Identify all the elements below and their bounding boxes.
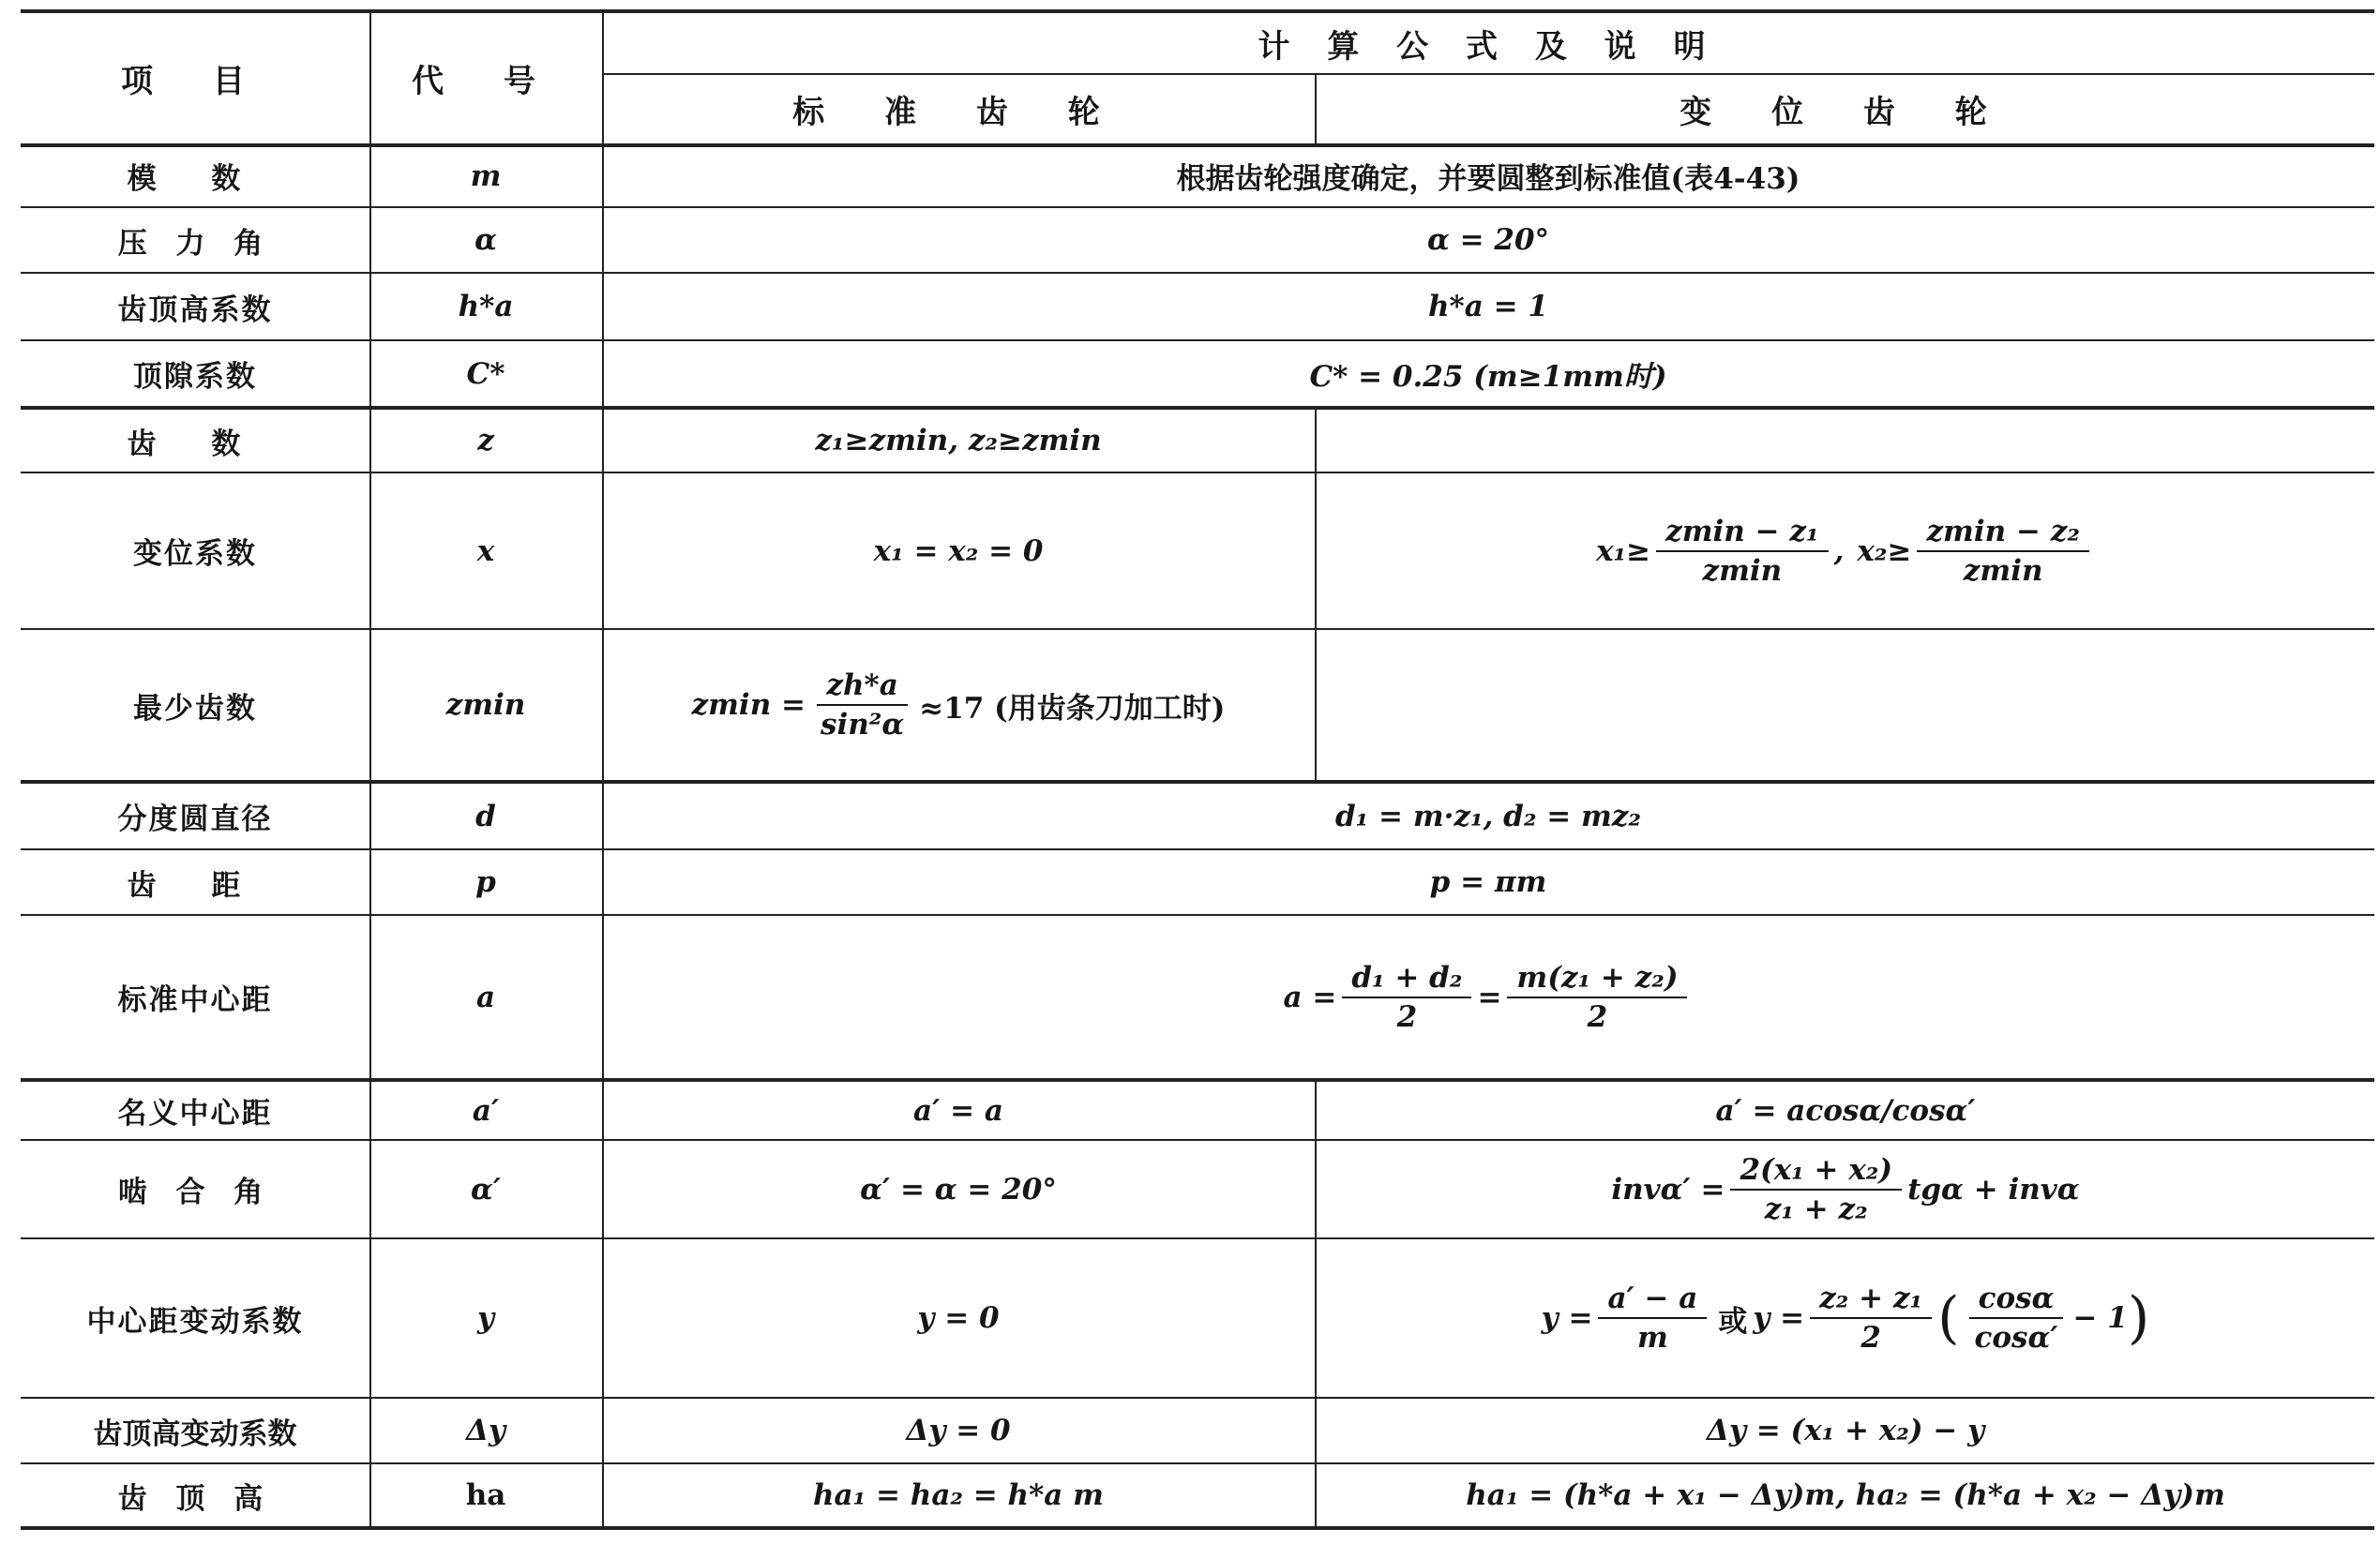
formula-text: invα′ = — [1611, 1172, 1725, 1207]
header-item: 项 目 — [121, 63, 269, 100]
fraction-denominator: z₁ + z₂ — [1764, 1192, 1868, 1226]
fraction-numerator: zmin − z₂ — [1917, 515, 2088, 552]
row-item-label: 名义中心距 — [117, 1097, 273, 1131]
fraction — [1507, 961, 1687, 1034]
fraction-numerator: a′ − a — [1598, 1282, 1707, 1319]
row-item-label: 变位系数 — [133, 537, 257, 571]
row-code: Δy — [465, 1414, 506, 1447]
fraction — [1342, 961, 1471, 1034]
row-standard — [602, 630, 1315, 780]
header-code: 代 号 — [412, 63, 560, 100]
fraction-numerator: zmin − z₁ — [1656, 515, 1828, 552]
formula-text: y = — [1753, 1301, 1805, 1335]
fraction-numerator: z₂ + z₁ — [1810, 1282, 1932, 1319]
row-code: p — [475, 865, 496, 899]
row-modified — [1317, 410, 2374, 472]
row-item-label: 模 数 — [127, 162, 264, 196]
fraction-numerator: m(z₁ + z₂) — [1507, 961, 1687, 998]
row-standard: α′ = α = 20° — [860, 1172, 1057, 1207]
row-item-label: 齿顶高变动系数 — [93, 1417, 297, 1451]
row-item-label: 压 力 角 — [117, 226, 273, 261]
row-code: α′ — [470, 1172, 502, 1207]
row-code: ha — [465, 1478, 506, 1512]
fraction-numerator: cosα — [1969, 1282, 2064, 1319]
formula-text: x₁≥ — [1596, 533, 1651, 568]
row-standard: z₁≥zmin, z₂≥zmin — [815, 424, 1102, 457]
fraction — [1730, 1153, 1902, 1226]
formula-text: = — [1477, 980, 1502, 1014]
fraction — [811, 668, 913, 742]
row-code: a′ — [472, 1093, 500, 1128]
row-item-label: 齿顶高系数 — [117, 292, 273, 327]
row-code: d — [475, 799, 496, 833]
fraction — [1810, 1282, 1932, 1355]
row-modified: Δy = (x₁ + x₂) − y — [1706, 1414, 1985, 1447]
row-item-label: 啮 合 角 — [117, 1176, 273, 1209]
fraction — [1917, 515, 2088, 588]
row-standard: x₁ = x₂ = 0 — [873, 533, 1044, 568]
row-modified: a′ = acosα/cosα′ — [1715, 1093, 1976, 1128]
row-item-label: 最少齿数 — [133, 691, 257, 726]
formula-text: y = — [1541, 1301, 1593, 1335]
fraction-denominator: m — [1637, 1321, 1668, 1355]
row-modified — [1317, 630, 2374, 780]
row-formula: 根据齿轮强度确定，并要圆整到标准值(表4-43) — [1176, 162, 1800, 196]
row-formula: α = 20° — [1426, 223, 1550, 257]
row-modified — [1317, 473, 2374, 628]
header-formula: 计 算 公 式 及 说 明 — [1258, 27, 1719, 66]
fraction-denominator: cosα′ — [1974, 1321, 2058, 1355]
fraction-numerator: d₁ + d₂ — [1342, 961, 1471, 998]
fraction — [1966, 1282, 2068, 1355]
row-item-label: 顶隙系数 — [133, 360, 257, 394]
row-item-label: 齿 顶 高 — [117, 1481, 273, 1516]
row-item-label: 中心距变动系数 — [86, 1304, 304, 1339]
formula-text: a = — [1283, 980, 1337, 1014]
row-standard: y = 0 — [917, 1301, 1000, 1335]
fraction — [1598, 1282, 1707, 1355]
row-standard: ha₁ = ha₂ = h*a m — [813, 1478, 1104, 1512]
left-paren: ( — [1937, 1285, 1960, 1351]
row-modified — [1317, 1141, 2374, 1237]
table-bottom-rule — [21, 1526, 2374, 1530]
row-code: z — [477, 424, 494, 457]
formula-text: 或 — [1718, 1304, 1748, 1339]
fraction-numerator: 2(x₁ + x₂) — [1730, 1153, 1902, 1191]
row-code: zmin — [445, 688, 526, 722]
row-code: m — [470, 158, 502, 193]
fraction-denominator: zmin — [1963, 553, 2043, 588]
fraction-numerator: zh*a — [817, 668, 907, 706]
formula-text: , — [1833, 533, 1845, 568]
formula-text: x₂≥ — [1857, 533, 1912, 568]
row-modified: ha₁ = (h*a + x₁ − Δy)m, ha₂ = (h*a + x₂ − Δy)m — [1466, 1478, 2225, 1512]
fraction-denominator: sin²α — [821, 708, 905, 742]
fraction-denominator: 2 — [1587, 999, 1608, 1034]
header-modified: 变 位 齿 轮 — [1680, 94, 2011, 131]
fraction-denominator: 2 — [1860, 1321, 1881, 1355]
formula-table — [21, 9, 2374, 1547]
row-formula: C* = 0.25 (m≥1mm时) — [1309, 360, 1667, 394]
row-code: h*a — [458, 290, 514, 323]
row-formula: d₁ = m·z₁, d₂ = mz₂ — [1335, 799, 1641, 833]
right-paren: ) — [2127, 1285, 2150, 1351]
formula-text: − 1 — [2072, 1301, 2128, 1335]
row-item-label: 齿 距 — [127, 868, 264, 903]
row-code: x — [476, 533, 495, 568]
row-formula: h*a = 1 — [1428, 290, 1548, 323]
row-item-label: 标准中心距 — [117, 983, 273, 1017]
row-code: C* — [466, 356, 505, 391]
fraction-denominator: 2 — [1396, 999, 1418, 1034]
row-standard: a′ = a — [913, 1093, 1003, 1128]
formula-text: tgα + invα — [1907, 1172, 2080, 1207]
row-standard: Δy = 0 — [906, 1414, 1011, 1447]
fraction-denominator: zmin — [1702, 553, 1783, 588]
row-modified — [1317, 1239, 2374, 1397]
row-item-label: 分度圆直径 — [117, 802, 273, 836]
header-standard: 标 准 齿 轮 — [792, 94, 1124, 131]
formula-text: zmin = — [691, 688, 806, 722]
row-item-label: 齿 数 — [127, 427, 264, 461]
row-code: y — [476, 1301, 494, 1335]
fraction — [1656, 515, 1828, 588]
formula-text: ≈17 (用齿条刀加工时) — [919, 691, 1226, 726]
row-code: α — [474, 223, 497, 257]
row-formula: p = πm — [1429, 865, 1547, 899]
row-formula — [602, 916, 2374, 1078]
row-code: a — [475, 980, 496, 1014]
